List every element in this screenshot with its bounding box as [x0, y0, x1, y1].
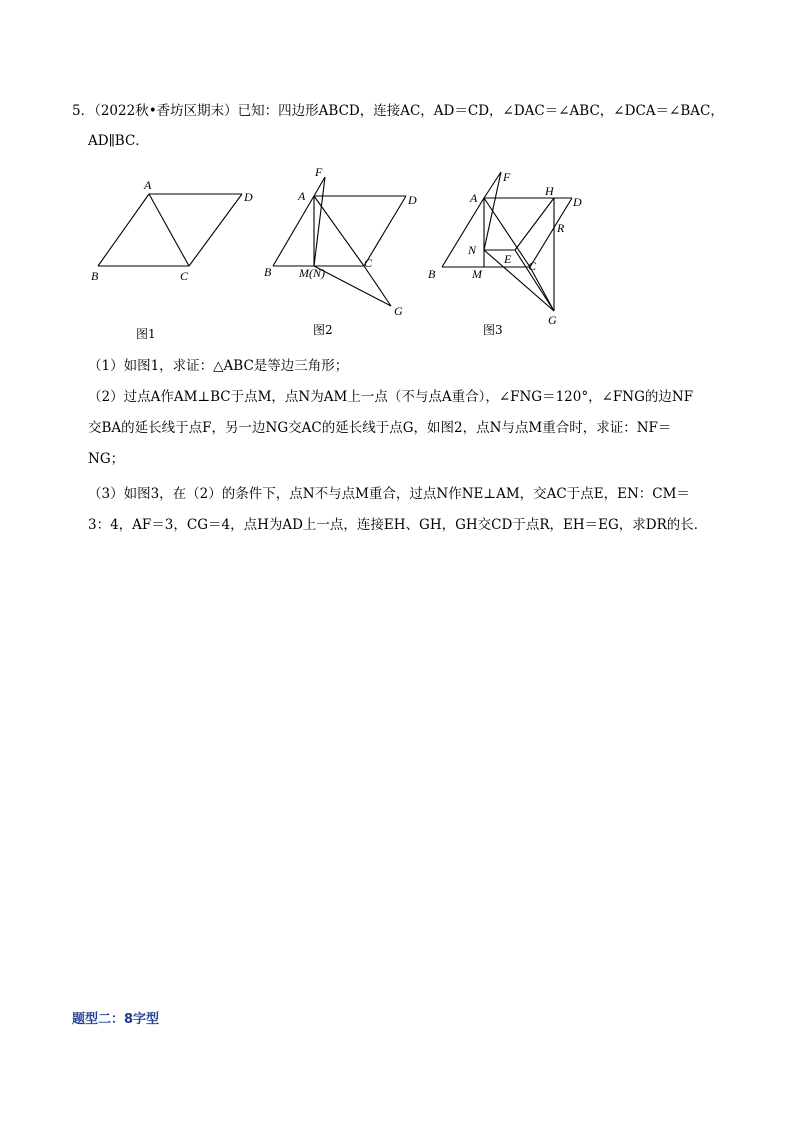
fig3-label-A: A: [470, 191, 478, 205]
fig3-label-M: M: [472, 267, 482, 281]
figure-2: [258, 160, 418, 320]
fig2-segment-AB: [273, 196, 314, 266]
fig1-segment-AC: [149, 194, 189, 266]
fig1-segment-AB: [98, 194, 149, 266]
question-2-line-3: NG；: [88, 451, 125, 467]
fig3-segment-NG: [484, 250, 554, 311]
fig3-label-R: R: [557, 221, 565, 235]
fig3-label-C: C: [528, 259, 537, 273]
fig3-label-F: F: [503, 170, 511, 184]
figure-2-caption: 图2: [313, 323, 333, 337]
fig2-label-C: C: [364, 256, 373, 270]
fig3-label-N: N: [468, 243, 477, 257]
fig2-label-B: B: [264, 265, 272, 279]
fig3-label-D: D: [573, 195, 582, 209]
fig3-segment-CD: [530, 198, 572, 267]
fig1-label-A: A: [144, 178, 152, 192]
fig3-label-H: H: [545, 184, 554, 198]
fig2-segment-NF: [314, 177, 325, 266]
fig3-segment-EH: [515, 198, 554, 250]
question-1: （1）如图1，求证：△ABC是等边三角形；: [88, 358, 349, 374]
question-2-line-2: 交BA的延长线于点F，另一边NG交AC的延长线于点G，如图2，点N与点M重合时，求证：NF＝: [88, 420, 672, 436]
fig3-segment-AB: [442, 198, 484, 267]
section-title: 题型二：8字型: [72, 1012, 160, 1027]
fig2-label-A: A: [298, 189, 306, 203]
problem-line-2: AD∥BC．: [88, 133, 149, 149]
question-3-line-2: 3：4，AF＝3，CG＝4，点H为AD上一点，连接EH、GH，GH交CD于点R，EH＝EG，求DR的长．: [88, 517, 708, 533]
figure-1-caption: 图1: [136, 327, 156, 341]
fig1-label-B: B: [91, 269, 99, 283]
fig2-segment-NG: [314, 266, 391, 306]
fig2-label-MN: M(N): [299, 266, 325, 280]
figure-1: [86, 172, 266, 287]
figure-3-caption: 图3: [483, 323, 503, 337]
fig1-segment-CD: [189, 194, 242, 266]
fig3-label-E: E: [504, 252, 512, 266]
fig3-label-G: G: [548, 313, 557, 327]
fig3-label-B: B: [428, 267, 436, 281]
fig3-segment-NF: [484, 172, 501, 250]
question-2-line-1: （2）过点A作AM⊥BC于点M，点N为AM上一点（不与点A重合），∠FNG＝120°，∠FNG的边NF: [88, 389, 694, 405]
fig1-label-D: D: [244, 190, 253, 204]
fig2-segment-CG: [364, 266, 391, 306]
fig2-label-G: G: [394, 304, 403, 318]
fig2-label-F: F: [315, 165, 323, 179]
question-3-line-1: （3）如图3，在（2）的条件下，点N不与点M重合，过点N作NE⊥AM，交AC于点E，EN：CM＝: [88, 486, 690, 502]
problem-line-1: 5．（2022秋•香坊区期末）已知：四边形ABCD，连接AC，AD＝CD，∠DAC＝∠ABC，∠DCA＝∠BAC，: [72, 103, 724, 119]
fig2-label-D: D: [408, 193, 417, 207]
fig1-label-C: C: [180, 269, 189, 283]
figure-3: [424, 164, 594, 329]
